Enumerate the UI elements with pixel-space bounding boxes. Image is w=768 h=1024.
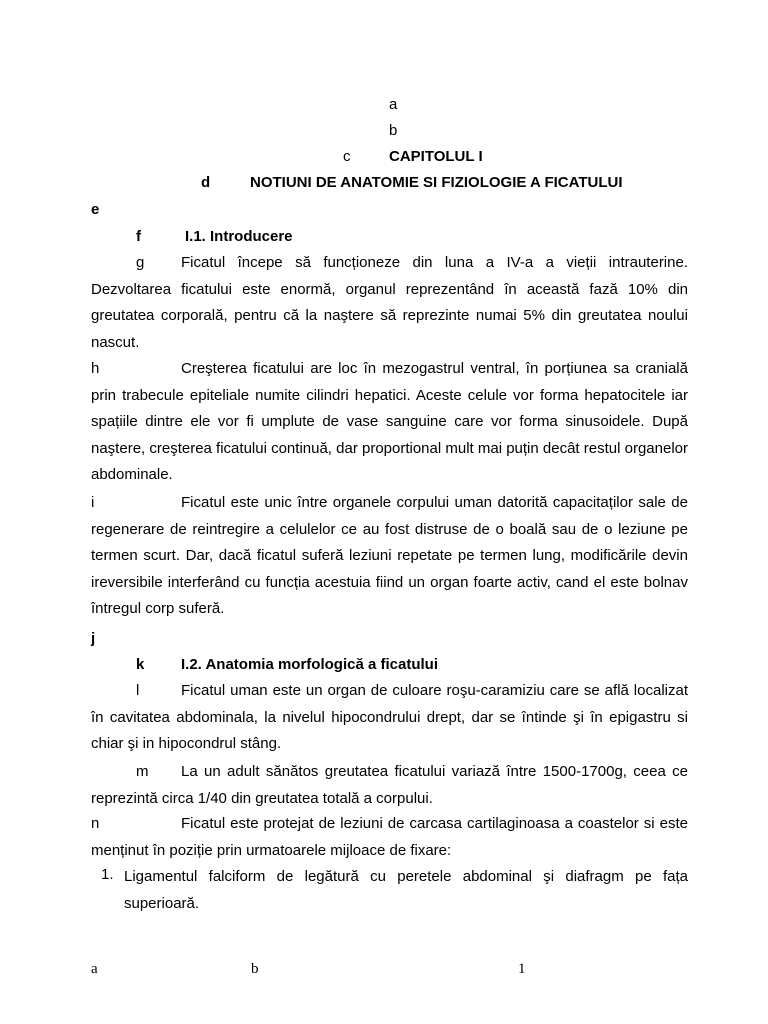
marker-a: a — [389, 96, 398, 113]
paragraph-marker: h — [91, 360, 100, 377]
marker-c: c — [343, 148, 351, 165]
paragraph-text: Ficatul este unic între organele corpului uman datorită capacitaților sale de regenerare de reintregire a celulelor ce au fost distruse de o boală sau de o leziune pe termen scurt. Dar, dacă ficatul suferă leziuni repetate pe termen lung, modificările devin ireversibile interferând cu funcția acestuia fiind un organ foarte activ, cand el este bolnav întregul corp suferă. — [91, 494, 688, 618]
footer-left-marker: a — [91, 961, 98, 977]
marker-k: k — [136, 656, 145, 673]
page-number: 1 — [518, 961, 526, 977]
paragraph-marker: l — [136, 682, 140, 699]
marker-f: f — [136, 228, 141, 245]
paragraph-marker: m — [136, 763, 149, 780]
paragraph-text: La un adult sănătos greutatea ficatului variază între 1500-1700g, ceea ce reprezintă circa 1/40 din greutatea totală a corpului. — [91, 763, 688, 807]
marker-j: j — [91, 630, 96, 647]
paragraph-marker: n — [91, 815, 100, 832]
footer-center-marker: b — [251, 961, 259, 977]
chapter-title: CAPITOLUL I — [389, 148, 483, 165]
paragraph-m — [91, 759, 688, 812]
list-number: 1. — [101, 866, 114, 883]
section-heading-anatomia: I.2. Anatomia morfologică a ficatului — [181, 656, 438, 673]
paragraph-text: Ficatul începe să funcționeze din luna a IV-a a vieții intrauterine. Dezvoltarea ficatului este enormă, organul reprezentând în această fază 10% din greutatea corporală, pentru că la naştere să reprezinte numai 5% din greutatea noului nascut. — [91, 254, 688, 351]
paragraph-marker: i — [91, 494, 95, 511]
paragraph-g — [91, 250, 688, 356]
paragraph-marker: g — [136, 254, 145, 271]
paragraph-h — [91, 356, 688, 489]
marker-d: d — [201, 174, 211, 191]
paragraph-text: Ficatul uman este un organ de culoare roşu-caramiziu care se află localizat în cavitatea abdominala, la nivelul hipocondrului drept, dar se întinde şi în epigastru si chiar şi in hipocondrul stâng. — [91, 682, 688, 753]
marker-b: b — [389, 122, 398, 139]
paragraph-text: Creşterea ficatului are loc în mezogastrul ventral, în porțiunea sa cranială prin trabecule epiteliale numite cilindri hepatici. Aceste celule vor forma hepatocitele iar spațiile dintre ele vor fi umplute de vase sanguine care vor forma sinusoidele. După naştere, creşterea ficatului continuă, dar proportional mult mai puțin decât restul organelor abdominale. — [91, 360, 688, 484]
paragraph-i — [91, 490, 688, 623]
list-item-text: Ligamentul falciform de legătură cu peretele abdominal şi diafragm pe fața superioară. — [124, 868, 688, 912]
section-heading-introducere: I.1. Introducere — [185, 228, 293, 245]
paragraph-n — [91, 811, 688, 864]
marker-e: e — [91, 201, 100, 218]
paragraph-text: Ficatul este protejat de leziuni de carcasa cartilaginoasa a coastelor si este menținut în poziție prin urmatoarele mijloace de fixare: — [91, 815, 688, 859]
paragraph-l — [91, 678, 688, 758]
chapter-subtitle: NOTIUNI DE ANATOMIE SI FIZIOLOGIE A FICATULUI — [250, 174, 623, 191]
